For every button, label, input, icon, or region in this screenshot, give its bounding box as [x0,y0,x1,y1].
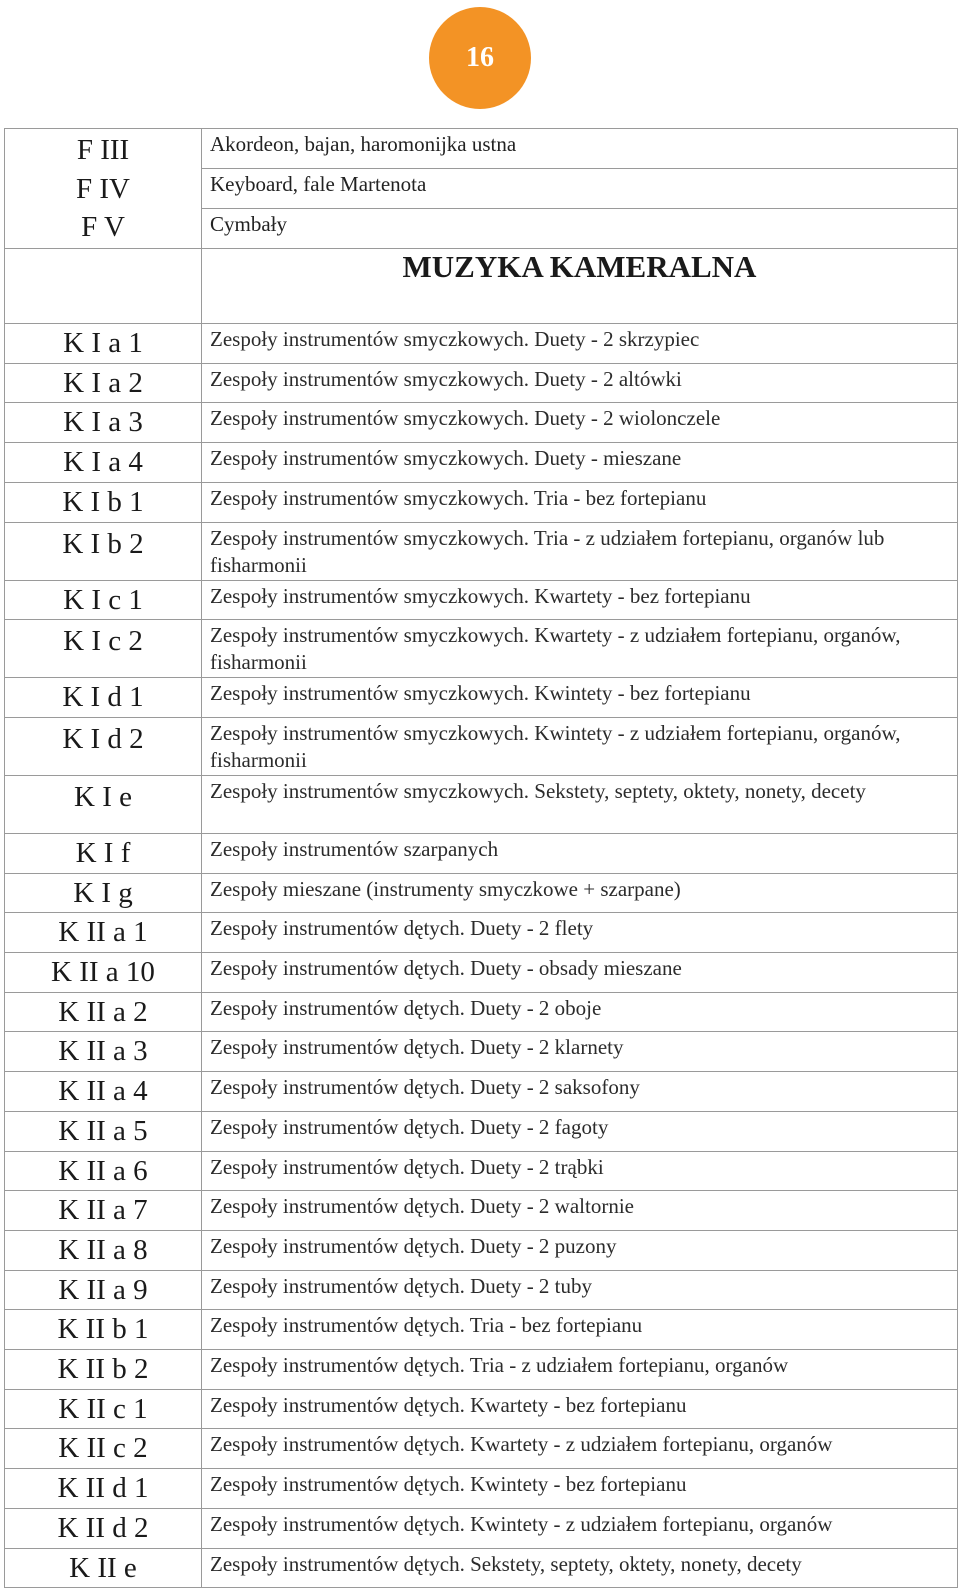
table-row [5,913,958,953]
row-code: K I e [5,775,202,833]
row-code: K II a 6 [5,1151,202,1191]
row-code: K I a 2 [5,363,202,403]
row-desc: Zespoły instrumentów smyczkowych. Kwartety - bez fortepianu [202,580,958,620]
table-row [5,1072,958,1112]
table-row [5,363,958,403]
row-desc: Zespoły instrumentów dętych. Duety - 2 waltornie [202,1191,958,1231]
row-code: K I a 4 [5,443,202,483]
row-code: F IV [76,172,130,205]
row-code: K I g [5,873,202,913]
desc-cell-group [202,129,958,249]
row-desc: Zespoły instrumentów smyczkowych. Duety - 2 altówki [202,363,958,403]
section-header-row [5,249,958,324]
table-row [5,522,958,580]
row-desc: Zespoły instrumentów dętych. Duety - 2 puzony [202,1230,958,1270]
row-desc: Zespoły instrumentów smyczkowych. Kwartety - z udziałem fortepianu, organów, fisharmonii [202,620,958,678]
table-row [5,1350,958,1390]
row-desc: Keyboard, fale Martenota [202,169,957,209]
row-desc: Zespoły instrumentów dętych. Duety - 2 klarnety [202,1032,958,1072]
code-cell-group [5,129,202,249]
row-code: K II d 2 [5,1508,202,1548]
row-desc: Zespoły instrumentów smyczkowych. Duety - mieszane [202,443,958,483]
empty-cell [5,249,202,324]
row-code: K I d 2 [5,717,202,775]
row-desc: Zespoły instrumentów szarpanych [202,833,958,873]
table-row [5,1508,958,1548]
table-row [5,1429,958,1469]
row-desc: Zespoły mieszane (instrumenty smyczkowe + szarpane) [202,873,958,913]
row-code: K II a 4 [5,1072,202,1112]
row-desc: Zespoły instrumentów smyczkowych. Kwintety - bez fortepianu [202,678,958,718]
row-desc: Zespoły instrumentów smyczkowych. Tria - z udziałem fortepianu, organów lub fisharmonii [202,522,958,580]
row-desc: Zespoły instrumentów smyczkowych. Duety - 2 wiolonczele [202,403,958,443]
row-desc: Zespoły instrumentów dętych. Kwintety - bez fortepianu [202,1469,958,1509]
row-desc: Zespoły instrumentów dętych. Duety - 2 flety [202,913,958,953]
row-code: K I b 1 [5,482,202,522]
row-desc: Zespoły instrumentów dętych. Sekstety, septety, oktety, nonety, decety [202,1548,958,1588]
rows-body [5,324,958,1588]
row-code: K II a 9 [5,1270,202,1310]
table-row [5,717,958,775]
row-code: K II e [5,1548,202,1588]
row-desc: Zespoły instrumentów smyczkowych. Duety - 2 skrzypiec [202,324,958,364]
table-row [5,992,958,1032]
row-desc: Cymbały [210,212,287,236]
row-code: K II d 1 [5,1469,202,1509]
row-code: K II a 10 [5,953,202,993]
row-code: K II c 1 [5,1389,202,1429]
row-desc: Zespoły instrumentów dętych. Duety - 2 saksofony [202,1072,958,1112]
section-title: MUZYKA KAMERALNA [402,249,757,284]
row-code: K II c 2 [5,1429,202,1469]
row-desc: Zespoły instrumentów dętych. Duety - 2 fagoty [202,1111,958,1151]
row-code: K I f [5,833,202,873]
row-desc: Zespoły instrumentów dętych. Duety - 2 oboje [202,992,958,1032]
row-desc: Zespoły instrumentów dętych. Duety - 2 trąbki [202,1151,958,1191]
row-desc: Zespoły instrumentów dętych. Kwartety - z udziałem fortepianu, organów [202,1429,958,1469]
table-row [5,953,958,993]
row-code: K I b 2 [5,522,202,580]
table-row [5,482,958,522]
table-row [5,775,958,833]
table-row [5,1151,958,1191]
row-code: F III [76,134,130,166]
table-row [5,443,958,483]
row-desc: Zespoły instrumentów dętych. Duety - 2 tuby [202,1270,958,1310]
row-code: K II a 8 [5,1230,202,1270]
row-code: K II a 7 [5,1191,202,1231]
table-row [5,873,958,913]
table-row [5,403,958,443]
row-code: K II b 1 [5,1310,202,1350]
table-row [5,324,958,364]
table-row [5,1469,958,1509]
row-code: K II a 5 [5,1111,202,1151]
table-row [5,1111,958,1151]
row-desc: Zespoły instrumentów dętych. Tria - bez fortepianu [202,1310,958,1350]
row-desc: Zespoły instrumentów smyczkowych. Sekstety, septety, oktety, nonety, decety [202,775,958,833]
row-code: K II a 1 [5,913,202,953]
row-code: F V [81,211,125,244]
row-code: K II b 2 [5,1350,202,1390]
table-row [5,1230,958,1270]
table-row [5,1191,958,1231]
row-desc: Zespoły instrumentów dętych. Kwartety - bez fortepianu [202,1389,958,1429]
row-desc: Zespoły instrumentów smyczkowych. Tria - bez fortepianu [202,482,958,522]
row-desc: Zespoły instrumentów smyczkowych. Kwintety - z udziałem fortepianu, organów, fisharmonii [202,717,958,775]
row-desc: Zespoły instrumentów dętych. Tria - z udziałem fortepianu, organów [202,1350,958,1390]
table-row [5,1389,958,1429]
table-row [5,620,958,678]
row-code: K I a 1 [5,324,202,364]
row-code: K II a 2 [5,992,202,1032]
row-desc: Zespoły instrumentów dętych. Duety - obsady mieszane [202,953,958,993]
row-code: K I d 1 [5,678,202,718]
table-row [5,1310,958,1350]
page-number-badge: 16 [429,7,531,109]
table-row [5,678,958,718]
row-code: K I c 2 [5,620,202,678]
table-row [5,833,958,873]
table-row [5,129,958,249]
section-cell [202,249,958,324]
table-row [5,580,958,620]
row-desc: Zespoły instrumentów dętych. Kwintety - z udziałem fortepianu, organów [202,1508,958,1548]
row-code: K I c 1 [5,580,202,620]
table-row [5,1270,958,1310]
row-code: K II a 3 [5,1032,202,1072]
row-desc: Akordeon, bajan, haromonijka ustna [202,129,957,169]
table-row [5,1032,958,1072]
table-row [5,1548,958,1588]
row-code: K I a 3 [5,403,202,443]
category-table [4,128,958,1588]
